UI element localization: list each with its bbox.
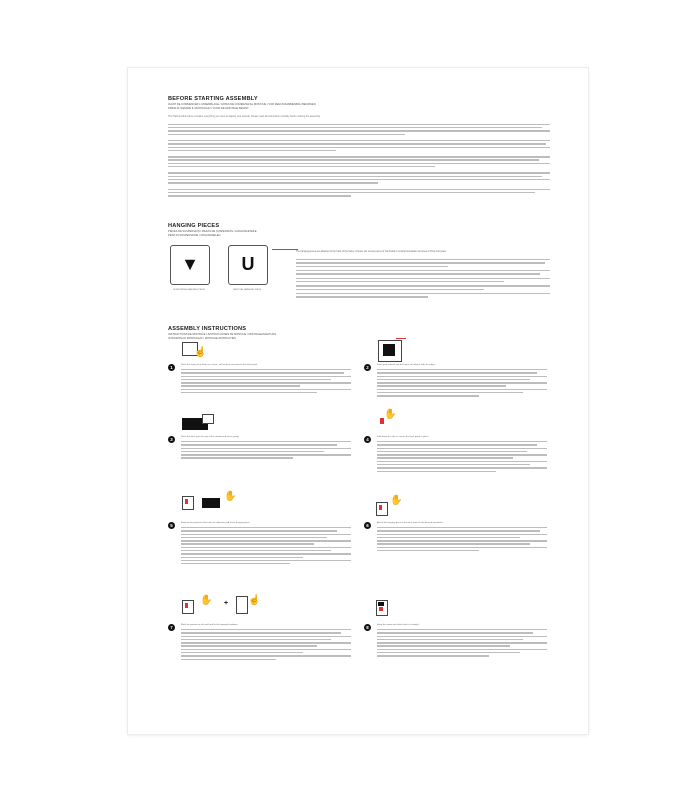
step-6-illustration xyxy=(374,494,414,518)
hanging-subtitle-1: PIÈCES DE SUSPENSION / PIEZAS DE SUSPENSIÓN / AUFHÄNGETEILE xyxy=(168,230,257,233)
step-5-illustration xyxy=(180,490,260,514)
hanging-title: HANGING PIECES xyxy=(168,223,220,229)
hanging-section xyxy=(168,223,550,291)
hanging-description-text: The hanging pieces are attached to the back of the frame. Choose the correct piece for horizontal or vertical orientation and press it firmly into place. xyxy=(296,251,447,253)
before-subtitle-2: PRIMA DI INIZIARE IL MONTAGGIO / VOOR DE MONTAGE BEGINT xyxy=(168,107,249,111)
horizontal-hanger-icon: ▼ xyxy=(181,254,199,274)
assembly-section xyxy=(168,326,550,630)
callout-line xyxy=(272,249,298,250)
hanging-pieces-illustration xyxy=(168,245,288,305)
horizontal-hanger-tile xyxy=(170,245,210,285)
hand-icon: ☝ xyxy=(248,595,261,606)
step-2-lead: Insert your artwork into the frame and align it with the edges. xyxy=(377,364,436,366)
plus-icon: + xyxy=(224,600,229,607)
assembly-subtitle-1: INSTRUCTIONS DE MONTAGE / INSTRUCCIONES DE MONTAJE / MONTAGEANLEITUNG xyxy=(168,333,277,336)
step-1-illustration xyxy=(180,340,210,364)
step-1-text xyxy=(181,364,351,395)
vertical-hanger-caption: VERTICAL HANGING PIECE xyxy=(232,289,262,291)
hand-icon: ✋ xyxy=(224,491,237,502)
step-7-text xyxy=(181,624,351,662)
step-2-number: 2 xyxy=(364,364,371,371)
vertical-hanger-icon: U xyxy=(241,254,255,274)
step-4-illustration xyxy=(374,408,404,432)
step-8-illustration xyxy=(374,596,404,620)
step-6-lead: Attach the hanging piece to the back panel in the desired orientation. xyxy=(377,522,444,524)
before-title: BEFORE STARTING ASSEMBLY xyxy=(168,96,258,102)
step-2-illustration xyxy=(372,332,412,362)
step-2-text xyxy=(377,364,547,399)
step-1-lead: Place the frame face down on a clean, soft surface and remove the back panel. xyxy=(181,364,258,366)
step-8-text xyxy=(377,624,547,659)
step-7-lead: Mark the position on the wall and fix the hanging hardware. xyxy=(181,624,239,626)
assembly-subtitle-2: ISTRUZIONI DI MONTAGGIO / MONTAGE-INSTRUCTIES xyxy=(168,337,236,341)
instruction-sheet xyxy=(128,68,588,734)
hand-icon: ✋ xyxy=(384,409,397,420)
step-5-lead: Remove the protective film from the adhesive pad of the hanging piece. xyxy=(181,522,251,524)
step-3-illustration xyxy=(180,412,220,436)
before-paragraph: This Hahnemühle frame contains everything you need to display your artwork. Please read all instructions carefully before starting the assembly. xyxy=(168,115,321,119)
assembly-title: ASSEMBLY INSTRUCTIONS xyxy=(168,326,247,332)
hanging-description xyxy=(296,251,550,300)
hanging-subtitle-2: PEZZI DI SOSPENSIONE / OPHANGDELEN xyxy=(168,234,221,238)
step-6-text xyxy=(377,522,547,553)
horizontal-hanger-caption: HORIZONTAL HANGING PIECE xyxy=(173,289,205,291)
vertical-hanger-tile xyxy=(228,245,268,285)
hand-icon: ✋ xyxy=(200,595,213,606)
before-text-block xyxy=(168,124,550,197)
before-subtitle-1: AVANT DE COMMENCER L'ASSEMBLAGE / ANTES DE COMENZAR EL MONTAJE / VOR DEM ZUSAMMENBAU BEGINNEN xyxy=(168,103,316,106)
step-6-number: 6 xyxy=(364,522,371,529)
step-3-text xyxy=(181,436,351,461)
step-4-number: 4 xyxy=(364,436,371,443)
hand-icon: ✋ xyxy=(390,495,403,506)
step-4-lead: Fold down the clips to secure the back panel in place. xyxy=(377,436,429,438)
step-8-number: 8 xyxy=(364,624,371,631)
step-7-illustration xyxy=(180,592,280,618)
step-3-lead: Place the back panel on top of the artwork and press gently. xyxy=(181,436,239,438)
hand-icon: ☝ xyxy=(194,347,207,358)
step-1-number: 1 xyxy=(168,364,175,371)
step-4-text xyxy=(377,436,547,474)
step-3-number: 3 xyxy=(168,436,175,443)
step-5-text xyxy=(181,522,351,566)
step-5-number: 5 xyxy=(168,522,175,529)
step-7-number: 7 xyxy=(168,624,175,631)
step-8-lead: Hang the frame and check that it is straight. xyxy=(377,624,420,626)
before-section xyxy=(168,96,550,198)
